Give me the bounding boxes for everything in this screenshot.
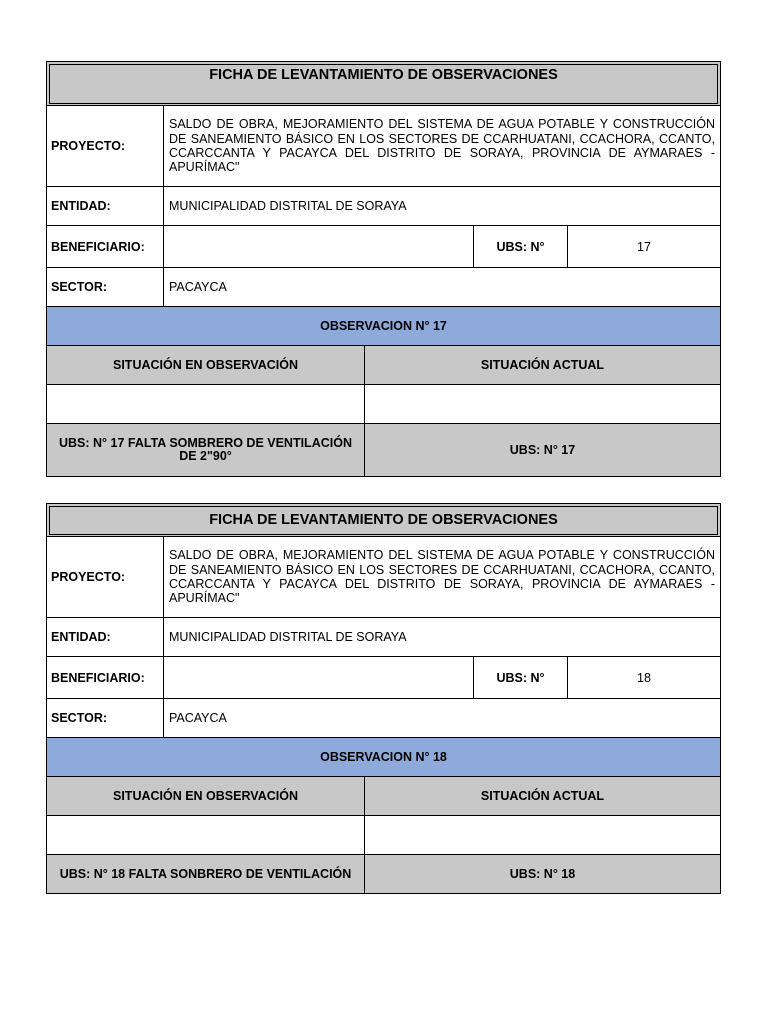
- photo-row: [47, 385, 720, 424]
- column-header-row: [47, 777, 720, 816]
- observacion-title: OBSERVACION N° 18: [320, 750, 447, 764]
- sector-row: [47, 268, 720, 307]
- entidad-label: ENTIDAD:: [47, 187, 164, 225]
- proyecto-label: PROYECTO:: [47, 106, 164, 186]
- situacion-actual-header: SITUACIÓN ACTUAL: [480, 358, 605, 372]
- caption-actual: UBS: N° 17: [509, 442, 576, 457]
- entidad-row: [47, 618, 720, 657]
- photo-row: [47, 816, 720, 855]
- column-header-row: [47, 346, 720, 385]
- entidad-value: MUNICIPALIDAD DISTRITAL DE SORAYA: [169, 630, 407, 644]
- observacion-row: [47, 307, 720, 346]
- sector-label: SECTOR:: [47, 699, 164, 737]
- beneficiario-row: [47, 226, 720, 268]
- caption-observacion: UBS: N° 17 FALTA SOMBRERO DE VENTILACIÓN DE 2"90°: [47, 424, 365, 476]
- proyecto-text: SALDO DE OBRA, MEJORAMIENTO DEL SISTEMA DE AGUA POTABLE Y CONSTRUCCIÓN DE SANEAMIENTO BÁSICO EN LOS SECTORES DE CCARHUATANI, CCACHORA, CCANTO, CCARCCANTA Y PACAYCA DEL DISTRITO DE SORAYA, PROVINCIA DE AYMARAES - APURÍMAC": [169, 548, 715, 606]
- sector-label: SECTOR:: [47, 268, 164, 306]
- observacion-title: OBSERVACION N° 17: [320, 319, 447, 333]
- beneficiario-label: BENEFICIARIO:: [47, 657, 164, 698]
- proyecto-row: [47, 106, 720, 187]
- ficha-title-row: [47, 504, 720, 537]
- ficha-title: FICHA DE LEVANTAMIENTO DE OBSERVACIONES: [209, 512, 558, 528]
- situacion-actual-header: SITUACIÓN ACTUAL: [480, 789, 605, 803]
- photo-observacion-slot: [47, 816, 365, 854]
- photo-observacion-slot: [47, 385, 365, 423]
- caption-observacion: UBS: N° 18 FALTA SONBRERO DE VENTILACIÓN: [47, 855, 365, 893]
- caption-row: [47, 424, 720, 476]
- proyecto-label: PROYECTO:: [47, 537, 164, 617]
- proyecto-cell: [164, 537, 720, 617]
- sector-row: [47, 699, 720, 738]
- ficha-title: FICHA DE LEVANTAMIENTO DE OBSERVACIONES: [209, 67, 558, 83]
- entidad-label: ENTIDAD:: [47, 618, 164, 656]
- entidad-value: MUNICIPALIDAD DISTRITAL DE SORAYA: [169, 199, 407, 213]
- situacion-observacion-header: SITUACIÓN EN OBSERVACIÓN: [47, 346, 365, 384]
- ubs-value: 17: [637, 239, 651, 254]
- ficha-title-row: [47, 62, 720, 106]
- beneficiario-value: [164, 657, 474, 698]
- caption-row: [47, 855, 720, 893]
- ficha-observacion-17: [46, 61, 721, 477]
- caption-actual: UBS: N° 18: [509, 866, 576, 881]
- photo-actual-slot: [365, 816, 720, 854]
- ubs-value: 18: [637, 670, 651, 685]
- proyecto-cell: [164, 106, 720, 186]
- entidad-row: [47, 187, 720, 226]
- sector-value: PACAYCA: [169, 280, 227, 294]
- ubs-label: UBS: N°: [474, 226, 568, 267]
- beneficiario-label: BENEFICIARIO:: [47, 226, 164, 267]
- observacion-row: [47, 738, 720, 777]
- ficha-observacion-18: [46, 503, 721, 894]
- beneficiario-row: [47, 657, 720, 699]
- photo-actual-slot: [365, 385, 720, 423]
- proyecto-row: [47, 537, 720, 618]
- proyecto-text: SALDO DE OBRA, MEJORAMIENTO DEL SISTEMA DE AGUA POTABLE Y CONSTRUCCIÓN DE SANEAMIENTO BÁSICO EN LOS SECTORES DE CCARHUATANI, CCACHORA, CCANTO, CCARCCANTA Y PACAYCA DEL DISTRITO DE SORAYA, PROVINCIA DE AYMARAES - APURÍMAC": [169, 117, 715, 175]
- situacion-observacion-header: SITUACIÓN EN OBSERVACIÓN: [47, 777, 365, 815]
- ubs-label: UBS: N°: [474, 657, 568, 698]
- beneficiario-value: [164, 226, 474, 267]
- sector-value: PACAYCA: [169, 711, 227, 725]
